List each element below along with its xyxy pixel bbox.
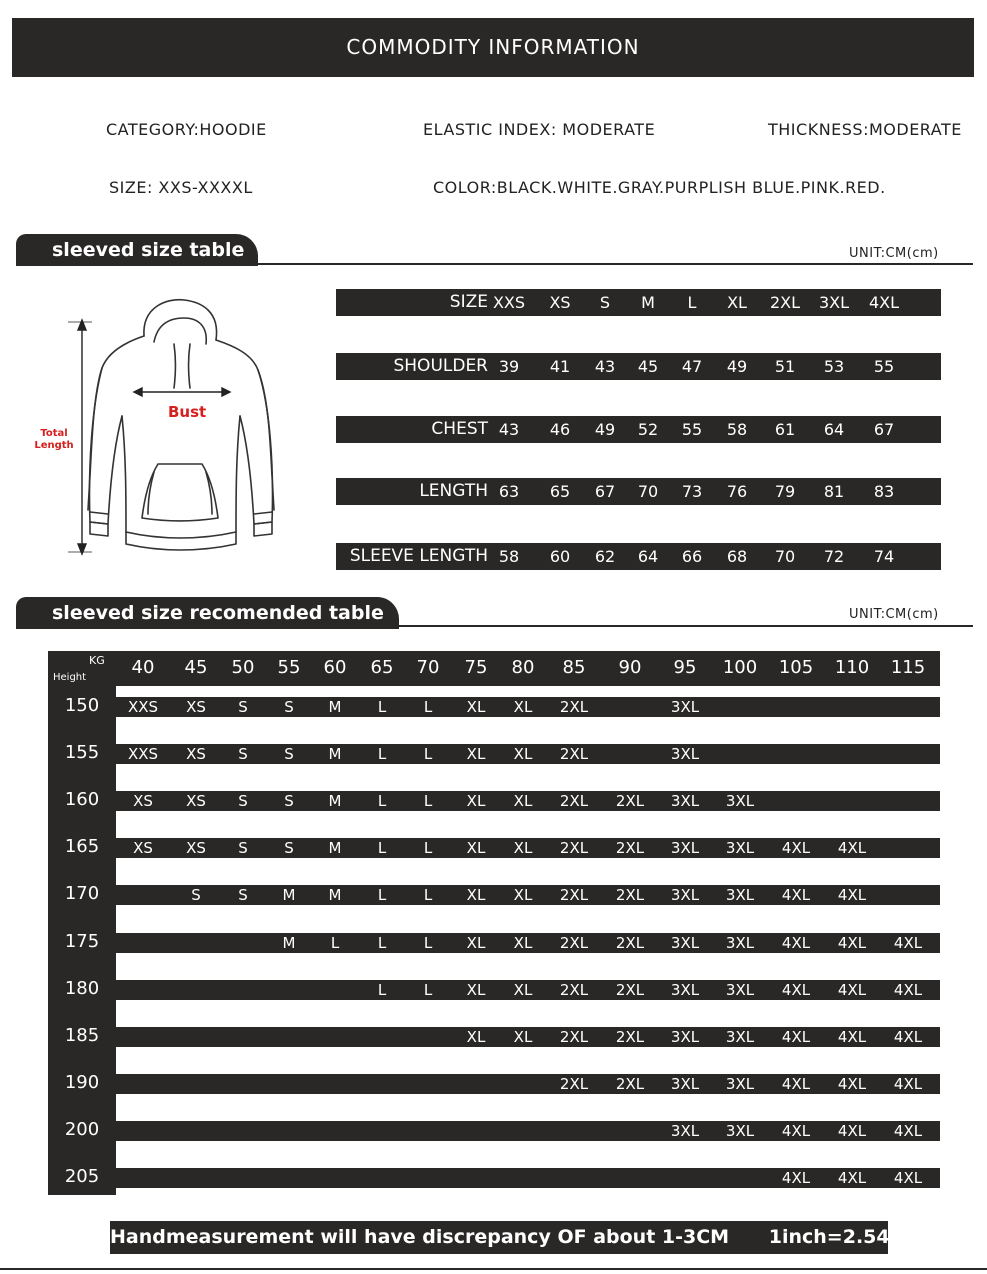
size-table-row bbox=[336, 353, 941, 380]
size-table-row-label: SLEEVE LENGTH bbox=[349, 546, 488, 566]
rec-table-cell: L bbox=[423, 886, 433, 904]
rec-table-cell: L bbox=[377, 886, 387, 904]
rec-table-cell: XS bbox=[186, 792, 206, 810]
size-table-cell: 43 bbox=[498, 420, 520, 439]
size-table-cell: 45 bbox=[637, 357, 659, 376]
size-table-cell: 2XL bbox=[769, 293, 801, 312]
page-title: COMMODITY INFORMATION bbox=[346, 35, 640, 59]
weight-header-cell: 85 bbox=[562, 657, 586, 678]
rec-table-cell: XXS bbox=[127, 698, 159, 716]
height-label: Height bbox=[53, 672, 87, 683]
rec-table-cell: L bbox=[330, 934, 340, 952]
rec-table-cell: 3XL bbox=[670, 1075, 700, 1093]
rec-table-cell: XL bbox=[466, 839, 486, 857]
rec-table-cell: 2XL bbox=[615, 1028, 645, 1046]
info-category: CATEGORY:HOODIE bbox=[106, 120, 267, 139]
size-table-cell: 64 bbox=[823, 420, 845, 439]
rec-table-cell: 3XL bbox=[725, 792, 755, 810]
rec-table-cell: M bbox=[328, 886, 342, 904]
rec-table-cell: 3XL bbox=[670, 745, 700, 763]
rec-table-cell: 4XL bbox=[781, 839, 811, 857]
rec-table-cell: L bbox=[377, 745, 387, 763]
rec-table-cell: XL bbox=[513, 698, 533, 716]
rec-table-cell: 4XL bbox=[781, 1075, 811, 1093]
rec-table-cell: 3XL bbox=[725, 981, 755, 999]
size-table-cell: 4XL bbox=[868, 293, 900, 312]
rec-table-cell: XL bbox=[466, 981, 486, 999]
rec-table-cell: 4XL bbox=[781, 1169, 811, 1187]
rec-table-cell: 4XL bbox=[837, 1075, 867, 1093]
size-table-cell: 62 bbox=[594, 547, 616, 566]
height-cell: 190 bbox=[64, 1072, 100, 1093]
size-table-cell: 72 bbox=[823, 547, 845, 566]
height-cell: 170 bbox=[64, 883, 100, 904]
size-table-cell: 67 bbox=[873, 420, 895, 439]
weight-header-cell: 110 bbox=[834, 657, 870, 678]
rec-table-cell: L bbox=[377, 934, 387, 952]
weight-header-cell: 105 bbox=[778, 657, 814, 678]
rec-table-cell: 3XL bbox=[670, 839, 700, 857]
rec-table-cell: 3XL bbox=[670, 934, 700, 952]
info-size: SIZE: XXS-XXXXL bbox=[109, 178, 253, 197]
weight-header-cell: 55 bbox=[277, 657, 301, 678]
rec-table-cell: 4XL bbox=[781, 981, 811, 999]
weight-header-cell: 50 bbox=[231, 657, 255, 678]
rec-table-cell: 2XL bbox=[615, 981, 645, 999]
weight-header-cell: 70 bbox=[416, 657, 440, 678]
size-table-row-label: LENGTH bbox=[419, 481, 488, 501]
rec-table-cell: S bbox=[284, 698, 294, 716]
size-table-cell: 61 bbox=[774, 420, 796, 439]
rec-table-tab: sleeved size recomended table bbox=[16, 597, 399, 629]
size-table-cell: 81 bbox=[823, 482, 845, 501]
height-cell: 150 bbox=[64, 695, 100, 716]
size-table-cell: XL bbox=[727, 293, 747, 312]
rec-table-cell: L bbox=[377, 981, 387, 999]
size-table-cell: 70 bbox=[774, 547, 796, 566]
rec-table-cell: XL bbox=[466, 745, 486, 763]
rec-table-cell: L bbox=[423, 792, 433, 810]
size-table-cell: 83 bbox=[873, 482, 895, 501]
size-table-row bbox=[336, 416, 941, 443]
rec-table-cell: XS bbox=[133, 839, 153, 857]
size-table-tab: sleeved size table bbox=[16, 234, 258, 266]
rec-table-cell: 2XL bbox=[559, 1028, 589, 1046]
rec-table-cell: S bbox=[238, 698, 248, 716]
rec-table-cell: 3XL bbox=[725, 886, 755, 904]
rec-table-cell: S bbox=[284, 792, 294, 810]
size-table-cell: XXS bbox=[492, 293, 526, 312]
size-table-cell: 58 bbox=[726, 420, 748, 439]
rec-table-cell: 2XL bbox=[615, 792, 645, 810]
size-table-cell: 46 bbox=[549, 420, 571, 439]
rec-table-cell: L bbox=[423, 745, 433, 763]
rec-table-cell: 2XL bbox=[559, 698, 589, 716]
rec-table-cell: 2XL bbox=[615, 886, 645, 904]
rec-table-cell: M bbox=[282, 934, 296, 952]
weight-header-cell: 90 bbox=[618, 657, 642, 678]
rec-table-cell: S bbox=[238, 886, 248, 904]
kg-label: KG bbox=[89, 654, 105, 667]
size-table-cell: 73 bbox=[681, 482, 703, 501]
rec-table-cell: XL bbox=[466, 1028, 486, 1046]
total-length-label-line2: Length bbox=[34, 440, 74, 451]
info-elastic-index: ELASTIC INDEX: MODERATE bbox=[423, 120, 656, 139]
rec-table-cell: 3XL bbox=[670, 698, 700, 716]
rec-table-cell: XL bbox=[513, 934, 533, 952]
rec-table-cell: 2XL bbox=[559, 934, 589, 952]
weight-header-cell: 75 bbox=[464, 657, 488, 678]
rec-table-cell: 2XL bbox=[559, 1075, 589, 1093]
size-table-unit: UNIT:CM(cm) bbox=[849, 246, 939, 261]
height-cell: 200 bbox=[64, 1119, 100, 1140]
rec-table-cell: 3XL bbox=[670, 1028, 700, 1046]
size-table-cell: 68 bbox=[726, 547, 748, 566]
rec-table-cell: M bbox=[328, 698, 342, 716]
size-table-cell: 49 bbox=[726, 357, 748, 376]
rec-table-cell: XL bbox=[466, 698, 486, 716]
rec-table-cell: 4XL bbox=[837, 1169, 867, 1187]
size-table-cell: 52 bbox=[637, 420, 659, 439]
rec-table-cell: 4XL bbox=[837, 1028, 867, 1046]
size-table-cell: 63 bbox=[498, 482, 520, 501]
size-table-cell: M bbox=[641, 293, 655, 312]
weight-header-cell: 95 bbox=[673, 657, 697, 678]
rec-table-cell: XL bbox=[513, 1028, 533, 1046]
rec-table-height-column bbox=[48, 651, 116, 1195]
size-table-cell: 70 bbox=[637, 482, 659, 501]
size-table-row bbox=[336, 289, 941, 316]
rec-table-cell: 4XL bbox=[893, 934, 923, 952]
weight-header-cell: 40 bbox=[131, 657, 155, 678]
rec-table-cell: 3XL bbox=[670, 1122, 700, 1140]
rec-table-cell: XL bbox=[513, 792, 533, 810]
size-table-cell: 51 bbox=[774, 357, 796, 376]
rec-table-cell: S bbox=[284, 745, 294, 763]
rec-table-cell: 3XL bbox=[670, 981, 700, 999]
size-table-cell: 55 bbox=[681, 420, 703, 439]
rec-table-cell: L bbox=[377, 839, 387, 857]
rec-table-cell: 4XL bbox=[893, 1075, 923, 1093]
height-cell: 175 bbox=[64, 931, 100, 952]
size-table-cell: 64 bbox=[637, 547, 659, 566]
size-table-cell: 41 bbox=[549, 357, 571, 376]
rec-table-cell: 2XL bbox=[559, 886, 589, 904]
rec-table-cell: 2XL bbox=[615, 934, 645, 952]
rec-table-cell: L bbox=[377, 792, 387, 810]
rec-table-cell: XL bbox=[513, 839, 533, 857]
bust-label: Bust bbox=[168, 403, 207, 421]
rec-table-cell: XL bbox=[466, 792, 486, 810]
rec-table-cell: XS bbox=[186, 839, 206, 857]
info-color: COLOR:BLACK.WHITE.GRAY.PURPLISH BLUE.PINK.RED. bbox=[433, 178, 886, 197]
size-table-row-label: CHEST bbox=[431, 419, 488, 439]
rec-table-cell: M bbox=[282, 886, 296, 904]
size-table-cell: 58 bbox=[498, 547, 520, 566]
height-cell: 185 bbox=[64, 1025, 100, 1046]
rec-table-cell: S bbox=[238, 792, 248, 810]
rec-table-cell: 4XL bbox=[893, 1169, 923, 1187]
weight-header-cell: 115 bbox=[890, 657, 926, 678]
size-table-cell: 60 bbox=[549, 547, 571, 566]
rec-table-cell: 4XL bbox=[893, 1028, 923, 1046]
size-table-cell: 67 bbox=[594, 482, 616, 501]
rec-table-cell: 3XL bbox=[725, 1028, 755, 1046]
size-table-cell: L bbox=[687, 293, 697, 312]
size-table-row bbox=[336, 543, 941, 570]
rec-table-cell: 3XL bbox=[725, 1122, 755, 1140]
size-table-cell: 3XL bbox=[818, 293, 850, 312]
rec-table-cell: 2XL bbox=[615, 839, 645, 857]
rec-table-cell: XL bbox=[513, 745, 533, 763]
rec-table-cell: M bbox=[328, 839, 342, 857]
rec-table-cell: XS bbox=[186, 745, 206, 763]
measurement-note: Handmeasurement will have discrepancy OF about 1-3CM 1inch=2.54COM bbox=[110, 1226, 939, 1248]
size-table-cell: 53 bbox=[823, 357, 845, 376]
rec-table-unit: UNIT:CM(cm) bbox=[849, 607, 939, 622]
size-table-row-label: SHOULDER bbox=[393, 356, 488, 376]
weight-header-cell: 45 bbox=[184, 657, 208, 678]
rec-table-cell: M bbox=[328, 792, 342, 810]
rec-table-cell: S bbox=[238, 839, 248, 857]
size-table-cell: 65 bbox=[549, 482, 571, 501]
rec-table-cell: XL bbox=[513, 981, 533, 999]
size-table-cell: XS bbox=[549, 293, 571, 312]
rec-table-cell: 4XL bbox=[781, 1028, 811, 1046]
rec-table-cell: 2XL bbox=[559, 839, 589, 857]
rec-table-rule bbox=[16, 625, 973, 627]
weight-header-cell: 65 bbox=[370, 657, 394, 678]
rec-table-cell: L bbox=[423, 934, 433, 952]
rec-table-cell: 3XL bbox=[670, 886, 700, 904]
bottom-rule bbox=[0, 1268, 987, 1270]
rec-table-cell: 3XL bbox=[670, 792, 700, 810]
rec-table-cell: XS bbox=[186, 698, 206, 716]
rec-table-cell: 4XL bbox=[781, 1122, 811, 1140]
rec-table-cell: 4XL bbox=[837, 981, 867, 999]
size-table-cell: 47 bbox=[681, 357, 703, 376]
rec-table-cell: 2XL bbox=[559, 981, 589, 999]
rec-table-cell: 4XL bbox=[837, 886, 867, 904]
rec-table-cell: XL bbox=[466, 886, 486, 904]
rec-table-cell: 4XL bbox=[893, 1122, 923, 1140]
rec-table-cell: L bbox=[423, 981, 433, 999]
rec-table-cell: 4XL bbox=[837, 934, 867, 952]
weight-header-cell: 80 bbox=[511, 657, 535, 678]
rec-table-cell: 4XL bbox=[837, 1122, 867, 1140]
rec-table-cell: 2XL bbox=[559, 745, 589, 763]
rec-table-cell: M bbox=[328, 745, 342, 763]
rec-table-cell: 3XL bbox=[725, 1075, 755, 1093]
total-length-label-line1: Total bbox=[40, 428, 68, 439]
rec-table-cell: 4XL bbox=[837, 839, 867, 857]
rec-table-cell: 3XL bbox=[725, 839, 755, 857]
rec-table-cell: S bbox=[191, 886, 201, 904]
rec-table-cell: XXS bbox=[127, 745, 159, 763]
rec-table-cell: XS bbox=[133, 792, 153, 810]
size-table-cell: 66 bbox=[681, 547, 703, 566]
rec-table-cell: L bbox=[423, 698, 433, 716]
rec-table-cell: S bbox=[238, 745, 248, 763]
size-table-cell: 49 bbox=[594, 420, 616, 439]
size-table-cell: 39 bbox=[498, 357, 520, 376]
size-table-cell: 74 bbox=[873, 547, 895, 566]
rec-table-cell: 2XL bbox=[615, 1075, 645, 1093]
size-table-row bbox=[336, 478, 941, 505]
rec-table-cell: XL bbox=[466, 934, 486, 952]
size-table-cell: 76 bbox=[726, 482, 748, 501]
height-cell: 205 bbox=[64, 1166, 100, 1187]
info-thickness: THICKNESS:MODERATE bbox=[768, 120, 962, 139]
height-cell: 160 bbox=[64, 789, 100, 810]
total-length-label bbox=[34, 428, 74, 452]
rec-table-cell: L bbox=[423, 839, 433, 857]
weight-header-cell: 100 bbox=[722, 657, 758, 678]
weight-header-cell: 60 bbox=[323, 657, 347, 678]
rec-table-cell: 4XL bbox=[893, 981, 923, 999]
rec-table-cell: 4XL bbox=[781, 886, 811, 904]
rec-table-cell: 3XL bbox=[725, 934, 755, 952]
height-cell: 155 bbox=[64, 742, 100, 763]
height-cell: 180 bbox=[64, 978, 100, 999]
rec-table-cell: 4XL bbox=[781, 934, 811, 952]
height-cell: 165 bbox=[64, 836, 100, 857]
size-table-cell: 79 bbox=[774, 482, 796, 501]
size-table-row-label: SIZE bbox=[449, 292, 488, 312]
size-table-cell: S bbox=[599, 293, 611, 312]
size-table-rule bbox=[16, 263, 973, 265]
size-table-cell: 55 bbox=[873, 357, 895, 376]
size-table-cell: 43 bbox=[594, 357, 616, 376]
rec-table-cell: L bbox=[377, 698, 387, 716]
rec-table-cell: XL bbox=[513, 886, 533, 904]
rec-table-cell: 2XL bbox=[559, 792, 589, 810]
rec-table-cell: S bbox=[284, 839, 294, 857]
